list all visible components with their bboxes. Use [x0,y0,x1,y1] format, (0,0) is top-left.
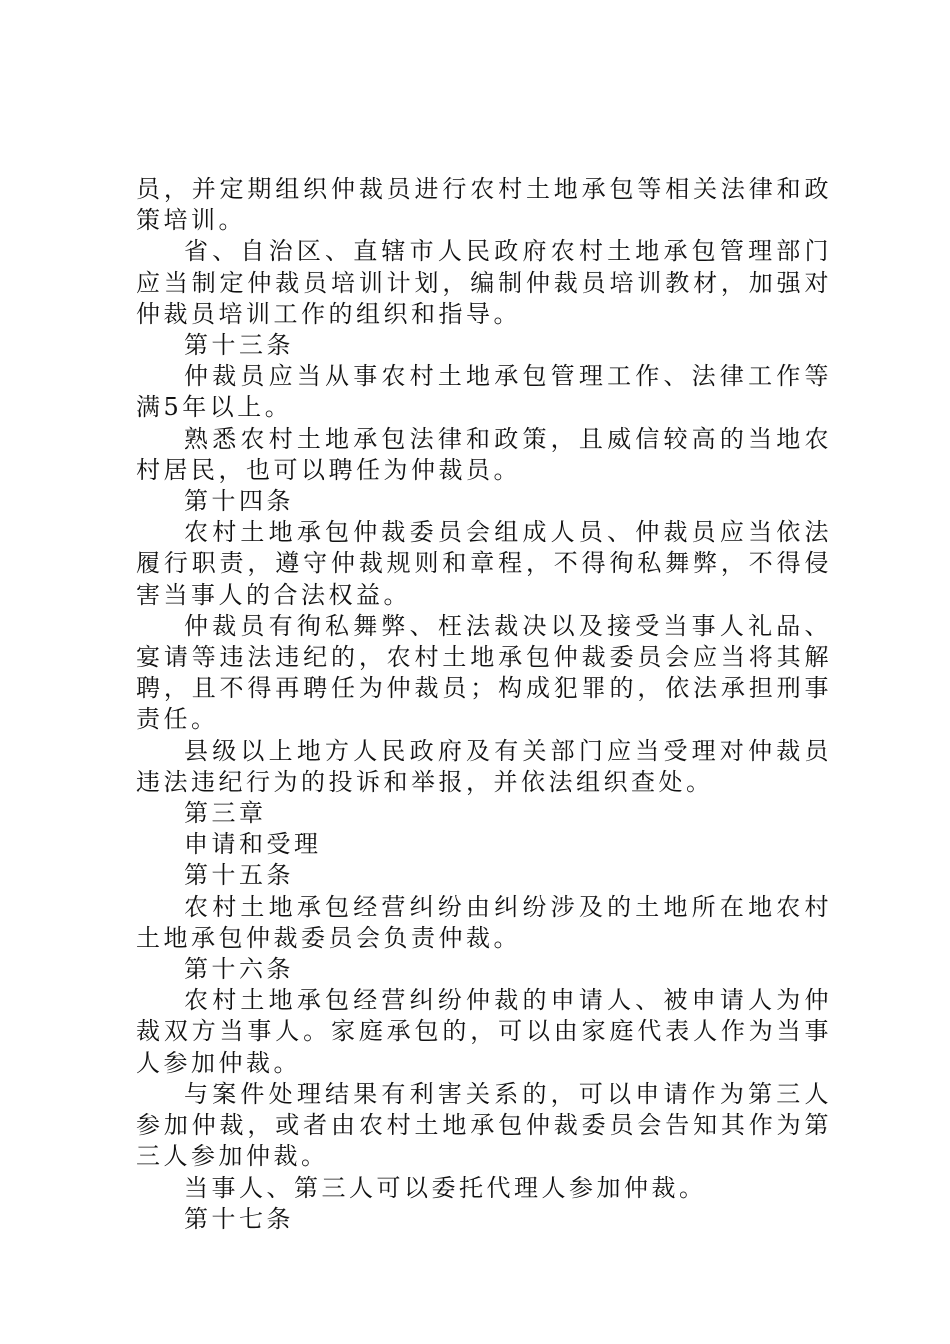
paragraph: 员，并定期组织仲裁员进行农村土地承包等相关法律和政策培训。 [136,175,832,235]
paragraph: 当事人、第三人可以委托代理人参加仲裁。 [184,1173,707,1202]
paragraph: 省、自治区、直辖市人民政府农村土地承包管理部门应当制定仲裁员培训计划，编制仲裁员培训教材，加强对仲裁员培训工作的组织和指导。 [136,237,832,328]
paragraph: 仲裁员应当从事农村土地承包管理工作、法律工作等满5年以上。 [136,362,832,422]
document-body [136,174,832,1235]
paragraph: 与案件处理结果有利害关系的，可以申请作为第三人参加仲裁，或者由农村土地承包仲裁委员会告知其作为第三人参加仲裁。 [136,1079,832,1171]
paragraph: 农村土地承包经营纠纷仲裁的申请人、被申请人为仲裁双方当事人。家庭承包的，可以由家庭代表人作为当事人参加仲裁。 [136,986,832,1077]
paragraph: 农村土地承包仲裁委员会组成人员、仲裁员应当依法履行职责，遵守仲裁规则和章程，不得徇私舞弊，不得侵害当事人的合法权益。 [136,518,832,609]
article-heading: 第十三条 [184,331,294,360]
paragraph: 仲裁员有徇私舞弊、枉法裁决以及接受当事人礼品、宴请等违法违纪的，农村土地承包仲裁委员会应当将其解聘，且不得再聘任为仲裁员；构成犯罪的，依法承担刑事责任。 [136,611,832,734]
paragraph: 熟悉农村土地承包法律和政策，且威信较高的当地农村居民，也可以聘任为仲裁员。 [136,424,832,484]
chapter-title: 申请和受理 [184,830,322,859]
paragraph: 县级以上地方人民政府及有关部门应当受理对仲裁员违法违纪行为的投诉和举报，并依法组织查处。 [136,736,832,796]
article-heading: 第十四条 [184,487,294,516]
paragraph: 农村土地承包经营纠纷由纠纷涉及的土地所在地农村土地承包仲裁委员会负责仲裁。 [136,892,832,952]
article-heading: 第十五条 [184,861,294,890]
article-heading: 第十六条 [184,955,294,984]
article-heading: 第十七条 [184,1204,294,1233]
chapter-heading: 第三章 [184,799,267,828]
